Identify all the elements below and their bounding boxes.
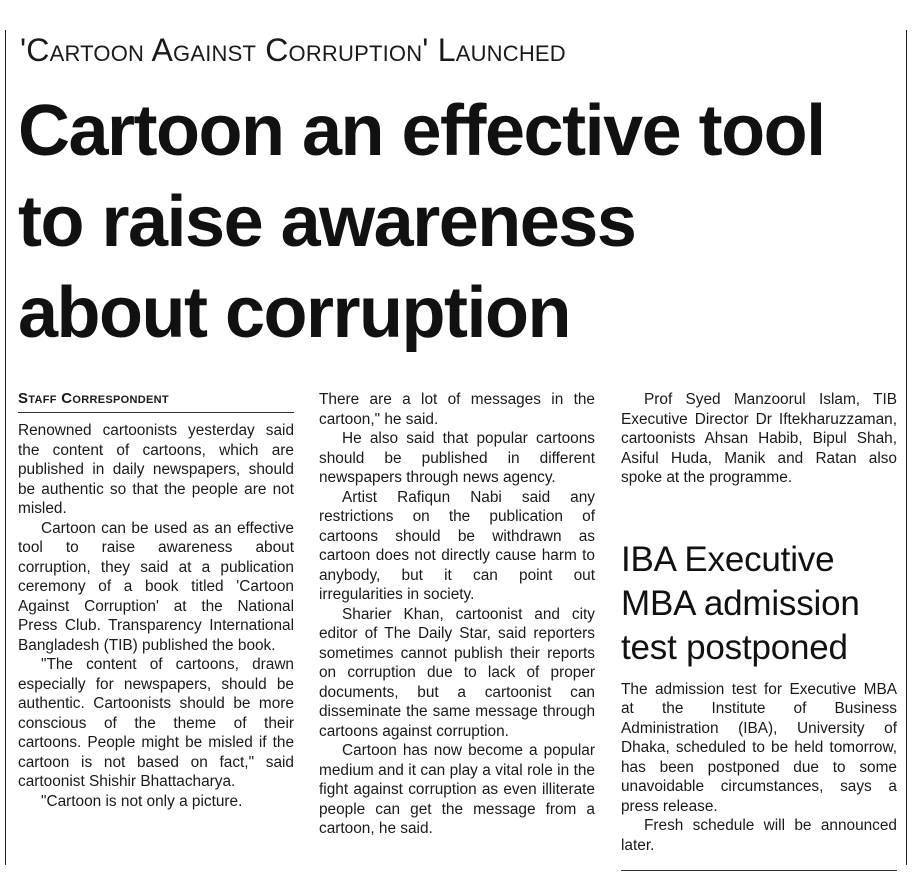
paragraph: Fresh schedule will be announced later.	[621, 817, 897, 854]
headline-line: to raise awareness	[18, 182, 636, 262]
headline	[18, 86, 908, 359]
paragraph: Artist Rafiqun Nabi said any restrictions on the publication of cartoons should be withdrawn as cartoon does not directly cause harm to anybody, but it can point out irregularities in society.	[319, 488, 595, 603]
kicker: 'Cartoon Against Corruption' Launched	[20, 32, 566, 68]
headline-line: about corruption	[18, 273, 570, 353]
paragraph: Sharier Khan, cartoonist and city editor of The Daily Star, said reporters sometimes cannot publish their reports on corruption due to lack of proper documents, but a cartoonist can disseminate the same message through cartoons against corruption.	[319, 605, 595, 740]
paragraph: Cartoon can be used as an effective tool to raise awareness about corruption, they said at a publication ceremony of a book titled 'Cartoon Against Corruption' at the National Press Club. Transparency International Bangladesh (TIB) published the book.	[18, 519, 294, 654]
paragraph: He also said that popular cartoons should be published in different newspapers through news agency.	[319, 430, 595, 486]
byline-rule	[18, 412, 294, 413]
article-body	[319, 390, 595, 839]
paragraph: "The content of cartoons, drawn especially for newspapers, should be authentic. Cartoonists should be more conscious of the theme of their cartoons. People might be misled if the cartoon is not based on fact," said cartoonist Shishir Bhattacharya.	[18, 656, 294, 790]
paragraph: The admission test for Executive MBA at the Institute of Business Administration (IBA), University of Dhaka, scheduled to be held tomorrow, has been postponed due to some unavoidable circumstances, says a press release.	[621, 680, 897, 815]
paragraph: Renowned cartoonists yesterday said the content of cartoons, which are published in daily newspapers, should be authentic so that the people are not misled.	[18, 422, 294, 517]
paragraph: "Cartoon is not only a picture.	[41, 792, 243, 810]
left-column-rule	[5, 30, 6, 865]
article-body	[621, 390, 897, 488]
paragraph: Prof Syed Manzoorul Islam, TIB Executive Director Dr Iftekharuzzaman, cartoonists Ahsan Habib, Bipul Shah, Asiful Huda, Manik and Ratan also spoke at the programme.	[621, 391, 897, 486]
sub-headline-line: test postponed	[621, 627, 848, 667]
bottom-rule	[621, 870, 897, 871]
article-column-3	[621, 390, 897, 855]
sub-story-body	[621, 680, 897, 856]
headline-line: Cartoon an effective tool	[18, 91, 825, 171]
paragraph: Cartoon has now become a popular medium and it can play a vital role in the fight against corruption as even illiterate people can get the message from a cartoon, he said.	[319, 742, 595, 837]
article-body	[18, 421, 294, 811]
sub-story-headline	[621, 538, 897, 670]
sub-headline-line: IBA Executive	[621, 539, 835, 579]
sub-headline-line: MBA admission	[621, 583, 860, 623]
byline: Staff Correspondent	[18, 390, 169, 407]
article-column-1	[18, 388, 294, 811]
paragraph: There are a lot of messages in the cartoon," he said.	[319, 391, 595, 428]
article-column-2	[319, 390, 595, 839]
